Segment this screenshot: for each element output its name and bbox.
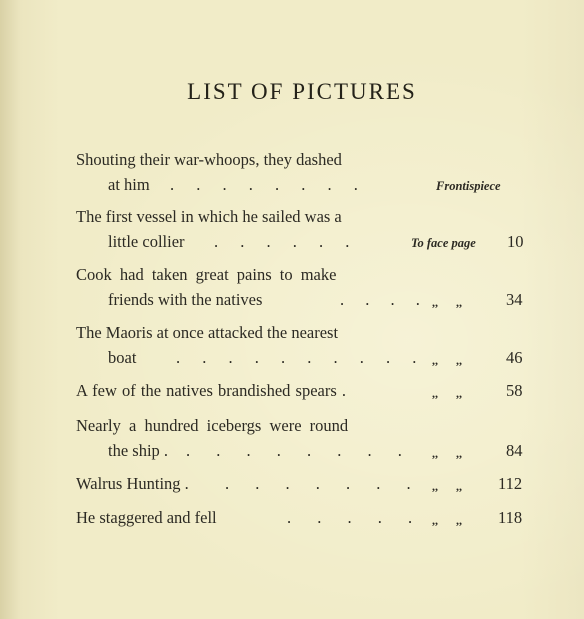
- page-number: 84: [506, 441, 523, 460]
- ditto-marks: ,, ,,: [432, 386, 462, 400]
- ditto-marks: ,, ,,: [432, 479, 462, 493]
- entry-text-line-1: Walrus Hunting .: [76, 474, 189, 493]
- entry-text-line-1: The first vessel in which he sailed was a: [76, 207, 342, 226]
- page-number: 46: [506, 348, 523, 367]
- to-face-page-label: To face page: [411, 236, 476, 250]
- entry-text-line-1: He staggered and fell: [76, 508, 217, 527]
- page-number: 118: [498, 508, 523, 527]
- entry-text-line-1: Shouting their war-whoops, they dashed: [76, 150, 342, 169]
- ditto-marks: ,, ,,: [432, 446, 462, 460]
- page-number: 34: [506, 290, 523, 309]
- page-number: 112: [498, 474, 523, 493]
- entry-text-line-1: Nearly a hundred icebergs were round: [76, 416, 349, 435]
- ditto-marks: ,, ,,: [432, 353, 462, 367]
- entry-text-line-2: boat: [108, 348, 137, 367]
- leader-dots: . . . . .: [287, 508, 413, 527]
- entry-text-line-2: at him: [108, 175, 150, 194]
- page-title: LIST OF PICTURES: [187, 79, 417, 104]
- leader-dots: . . . . . . . . . .: [176, 348, 417, 367]
- entry-text-line-1: A few of the natives brandished spears .: [76, 381, 347, 400]
- frontispiece-label: Frontispiece: [436, 179, 501, 193]
- leader-dots: . . . .: [340, 290, 420, 309]
- leader-dots: . . . . . . . .: [186, 441, 402, 460]
- entry-text-line-2: the ship .: [108, 441, 169, 460]
- leader-dots: . . . . . . .: [225, 474, 411, 493]
- entry-text-line-1: The Maoris at once attacked the nearest: [76, 323, 339, 342]
- entry-text-line-2: little collier: [108, 232, 185, 251]
- page-number: 58: [506, 381, 523, 400]
- leader-dots: . . . . . .: [214, 232, 350, 251]
- entry-text-line-2: friends with the natives: [108, 290, 263, 309]
- ditto-marks: ,, ,,: [432, 513, 462, 527]
- entry-text-line-1: Cook had taken great pains to make: [76, 265, 337, 284]
- ditto-marks: ,, ,,: [432, 295, 462, 309]
- page-number: 10: [507, 232, 524, 251]
- leader-dots: . . . . . . . .: [170, 175, 358, 194]
